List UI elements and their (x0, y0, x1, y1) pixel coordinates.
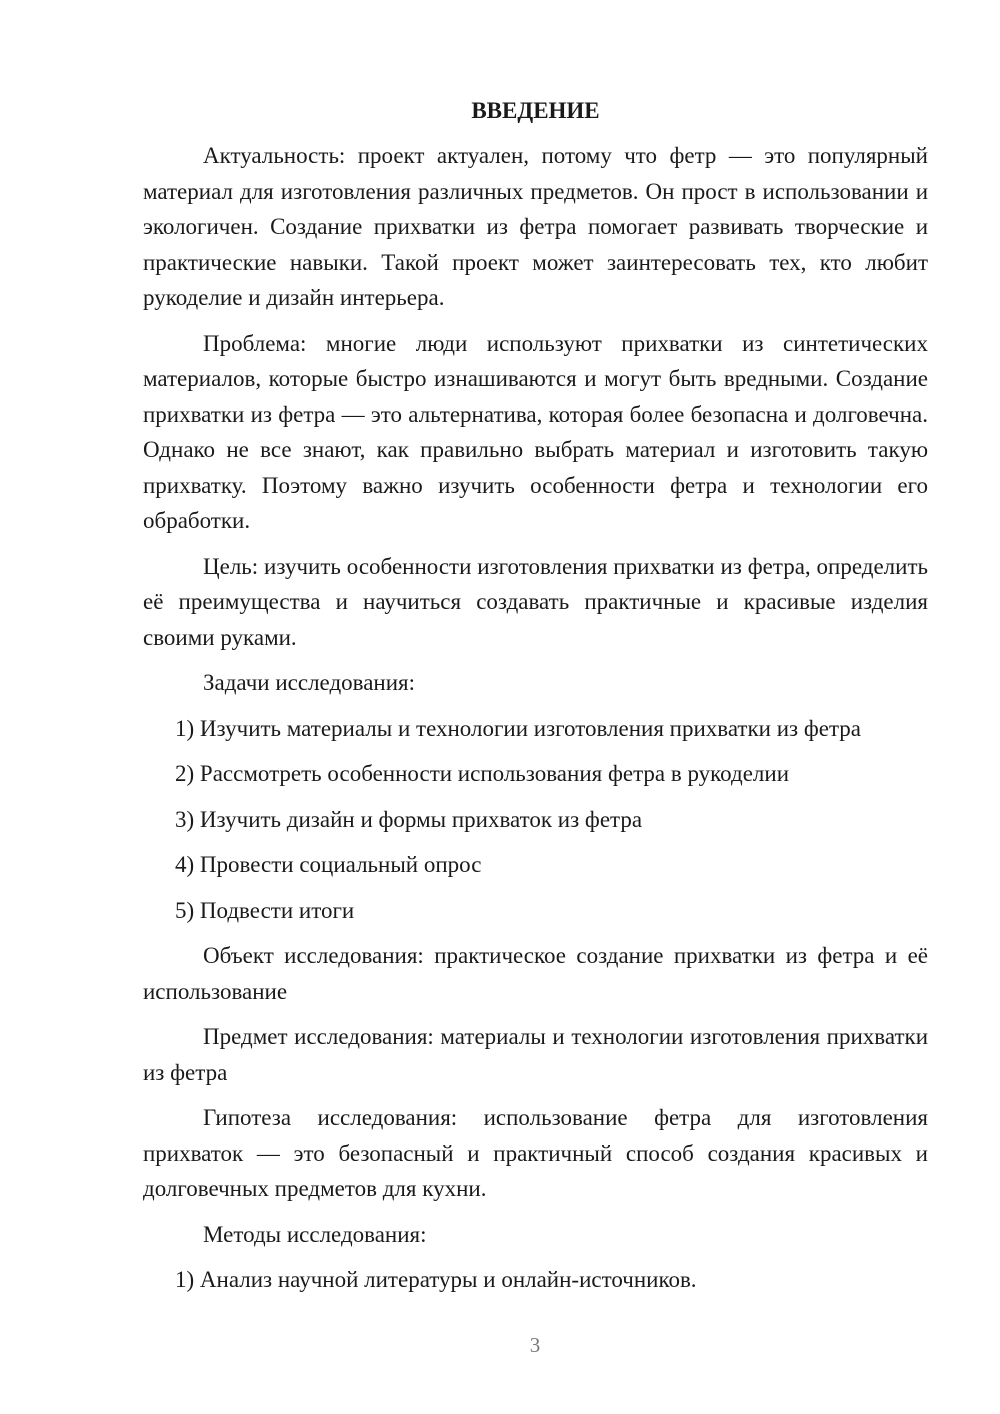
hypothesis-paragraph: Гипотеза исследования: использование фетра для изготовления прихваток — это безопасный и практичный способ создания красивых и долговечных предметов для кухни. (143, 1105, 928, 1201)
list-item: 5) Подвести итоги (175, 897, 355, 923)
list-item: 4) Провести социальный опрос (175, 852, 482, 877)
tasks-label: Задачи исследования: (203, 670, 416, 695)
goal-paragraph: Цель: изучить особенности изготовления прихватки из фетра, определить её преимущества и научиться создавать практичные и красивые изделия своими руками. (143, 553, 928, 650)
list-item: 1) Анализ научной литературы и онлайн-источников. (175, 1267, 697, 1292)
document-page (143, 92, 928, 1308)
tasks-list (143, 711, 928, 929)
page-number: 3 (529, 1333, 541, 1357)
problem-paragraph: Проблема: многие люди используют прихватки из синтетических материалов, которые быстро изнашиваются и могут быть вредными. Создание прихватки из фетра — это альтернатива, которая более безопасна и долговечна. Однако не все знают, как правильно выбрать материал и изготовить такую прихватку. Поэтому важно изучить особенности фетра и технологии его обработки. (143, 330, 928, 533)
list-item: 3) Изучить дизайн и формы прихваток из фетра (175, 806, 643, 832)
object-paragraph: Объект исследования: практическое создание прихватки из фетра и её использование (143, 943, 928, 1004)
list-item: 2) Рассмотреть особенности использования фетра в рукоделии (175, 761, 790, 786)
subject-paragraph: Предмет исследования: материалы и технологии изготовления прихватки из фетра (143, 1024, 928, 1085)
page-title: ВВЕДЕНИЕ (471, 98, 600, 123)
list-item: 1) Изучить материалы и технологии изготовления прихватки из фетра (175, 715, 862, 741)
relevance-paragraph: Актуальность: проект актуален, потому что фетр — это популярный материал для изготовления различных предметов. Он прост в использовании и экологичен. Создание прихватки из фетра помогает развивать творческие и практические навыки. Такой проект может заинтересовать тех, кто любит рукоделие и дизайн интерьера. (143, 143, 928, 310)
methods-label: Методы исследования: (203, 1221, 427, 1247)
methods-list (143, 1262, 928, 1298)
